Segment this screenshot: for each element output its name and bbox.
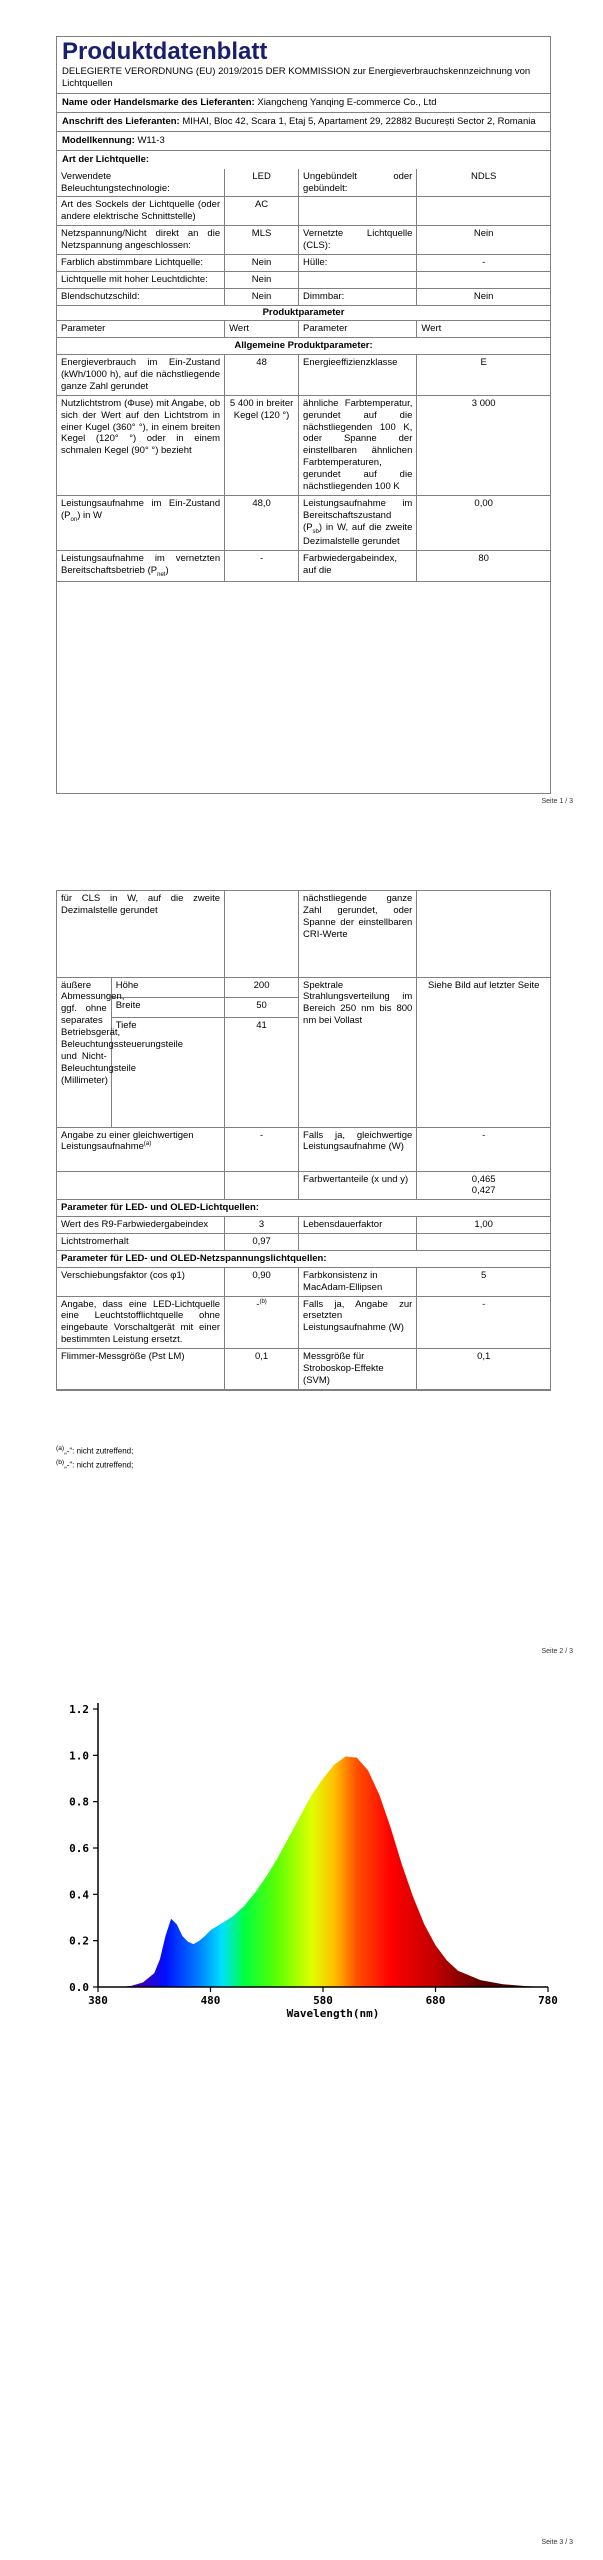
- stroboscopic-label: Messgröße für Stroboskop-Effekte (SVM): [299, 1349, 417, 1390]
- value-header: Wert: [417, 321, 550, 338]
- x-axis-label: Wavelength(nm): [286, 2007, 380, 2020]
- chromaticity-y: 0,427: [471, 1185, 496, 1197]
- y-tick-label: 0.4: [69, 1888, 89, 1902]
- param-label: Farbwiedergabeindex, auf die: [299, 550, 417, 581]
- dimension-label: Breite: [111, 997, 224, 1017]
- address-value: MIHAI, Bloc 42, Scara 1, Etaj 5, Apartament 29, 22882 București Sector 2, Romania: [182, 116, 536, 128]
- replacement-label: Angabe, dass eine LED-Lichtquelle eine Leuchtstofflichtquelle ohne eingebaute Vorschaltgerät mit einer bestimmten Leistung ersetzt.: [57, 1296, 225, 1349]
- params-table-continued: [57, 891, 550, 1390]
- param-value: NDLS: [417, 169, 550, 197]
- param-label: [299, 271, 417, 288]
- y-tick-label: 0.2: [69, 1934, 89, 1948]
- lifetime-label: Lebensdauerfaktor: [299, 1217, 417, 1234]
- table-row: [57, 495, 550, 550]
- address-row: [57, 113, 550, 132]
- footnote-b-text: „-“: nicht zutreffend;: [64, 1460, 134, 1470]
- equivalent-power-right-label: Falls ja, gleichwertige Leistungsaufnahme (W): [299, 1127, 417, 1171]
- page-3: [0, 1667, 603, 2560]
- table-row: [57, 271, 550, 288]
- y-tick-label: 1.0: [69, 1749, 89, 1763]
- param-value: Nein: [225, 254, 299, 271]
- page-number: Seite 2 / 3: [541, 1648, 573, 1655]
- equivalent-power-right-value: -: [417, 1127, 550, 1171]
- y-tick-label: 1.2: [69, 1703, 89, 1716]
- param-label: [299, 197, 417, 226]
- param-label: Energieeffizienzklasse: [299, 355, 417, 396]
- product-params-table: [57, 305, 550, 583]
- param-value: Nein: [225, 271, 299, 288]
- table-row: [57, 550, 550, 581]
- param-value: LED: [225, 169, 299, 197]
- table-row: [57, 395, 550, 495]
- light-source-type-heading: Art der Lichtquelle:: [62, 153, 150, 165]
- param-value: Nein: [225, 288, 299, 305]
- x-tick-label: 580: [313, 1994, 333, 2007]
- spectral-distribution-chart: [0, 1667, 603, 2047]
- param-value: [417, 891, 550, 977]
- param-value: E: [417, 355, 550, 396]
- address-label: Anschrift des Lieferanten:: [62, 116, 180, 128]
- param-value: AC: [225, 197, 299, 226]
- replacement-right-value: -: [417, 1296, 550, 1349]
- y-tick-label: 0.0: [69, 1981, 89, 1994]
- param-label: Energieverbrauch im Ein-Zustand (kWh/1000 h), auf die nächstliegende ganze Zahl gerundet: [57, 355, 225, 396]
- table-row: [57, 288, 550, 305]
- y-tick-label: 0.6: [69, 1842, 89, 1855]
- footnote-b-mark: (b): [56, 1458, 65, 1466]
- equivalent-power-label: [57, 1127, 225, 1171]
- spectral-label: Spektrale Strahlungsverteilung im Bereich 250 nm bis 800 nm bei Vollast: [299, 977, 417, 1127]
- y-tick-label: 0.8: [69, 1795, 89, 1809]
- empty-cell: [57, 1171, 225, 1200]
- param-label: nächstliegende ganze Zahl gerundet, oder Spanne der einstellbaren CRI-Werte: [299, 891, 417, 977]
- macadam-value: 5: [417, 1267, 550, 1296]
- replacement-value: [225, 1296, 299, 1349]
- page-title: Produktdatenblatt: [62, 38, 268, 65]
- page-1: [0, 0, 603, 814]
- empty-cell: [299, 1234, 417, 1251]
- param-value: 48: [225, 355, 299, 396]
- model-label: Modellkennung:: [62, 134, 135, 146]
- x-tick-label: 680: [425, 1994, 446, 2007]
- dimensions-label: äußere Abmessungen, ggf. ohne separates Betriebsgerät, Beleuchtungssteuerungsteile und Nicht-Beleuchtungsteile (Millimeter): [57, 977, 111, 1127]
- param-label: Nutzlichtstrom (Φuse) mit Angabe, ob sich der Wert auf den Lichtstrom in einer Kugel (360° °), in einem breiten Kegel (120° °) oder in einem schmalen Kegel (90° °) bezieht: [57, 395, 225, 495]
- chromaticity-label: Farbwertanteile (x und y): [299, 1171, 417, 1200]
- dimension-value: 41: [225, 1017, 299, 1127]
- param-value: -: [417, 254, 550, 271]
- footnotes: [56, 1444, 133, 1471]
- param-label: Hülle:: [299, 254, 417, 271]
- param-value: 0,00: [417, 495, 550, 550]
- param-label: Lichtquelle mit hoher Leuchtdichte:: [57, 271, 225, 288]
- light-source-type-table: [57, 169, 550, 306]
- param-value: Nein: [417, 226, 550, 255]
- dimension-value: 200: [225, 977, 299, 997]
- param-header: Parameter: [299, 321, 417, 338]
- empty-cell: [417, 1234, 550, 1251]
- param-label: ähnliche Farbtemperatur, gerundet auf die nächstliegenden 100 K, oder Spanne der einstellbaren ähnlichen Farbtemperaturen, gerundet auf die nächstliegenden 100 K: [299, 395, 417, 495]
- spectral-value: Siehe Bild auf letzter Seite: [417, 977, 550, 1127]
- dimension-label: Höhe: [111, 977, 224, 997]
- replacement-value-text: -: [256, 1298, 260, 1310]
- footnote-a: [56, 1444, 133, 1458]
- footnote-b: [56, 1458, 133, 1472]
- lumen-maintenance-value: 0,97: [225, 1234, 299, 1251]
- page-number: Seite 1 / 3: [541, 798, 573, 805]
- page-2: [0, 814, 603, 1667]
- footnote-a-text: „-“: nicht zutreffend;: [64, 1446, 134, 1456]
- model-row: [57, 132, 550, 151]
- param-label: für CLS in W, auf die zweite Dezimalstelle gerundet: [57, 891, 225, 977]
- footnote-ref-a: (a): [143, 1141, 152, 1148]
- param-value: Nein: [417, 288, 550, 305]
- r9-label: Wert des R9-Farbwiedergabeindex: [57, 1217, 225, 1234]
- param-value: 5 400 in breiter Kegel (120 °): [225, 395, 299, 495]
- dimension-label: Tiefe: [111, 1017, 224, 1127]
- lumen-maintenance-label: Lichtstromerhalt: [57, 1234, 225, 1251]
- footnote-a-mark: (a): [56, 1445, 65, 1452]
- r9-value: 3: [225, 1217, 299, 1234]
- cos-phi-label: Verschiebungsfaktor (cos φ1): [57, 1267, 225, 1296]
- param-label: Farblich abstimmbare Lichtquelle:: [57, 254, 225, 271]
- equivalent-power-value: -: [225, 1127, 299, 1171]
- table-row: [57, 169, 550, 197]
- param-label: Ungebündelt oder gebündelt:: [299, 169, 417, 197]
- footnote-ref-b: (b): [259, 1298, 267, 1305]
- param-label: Leistungsaufnahme im Ein-Zustand $(P_{on})$ in W: [57, 495, 225, 550]
- cos-phi-value: 0,90: [225, 1267, 299, 1296]
- table-row: [57, 197, 550, 226]
- value-header: Wert: [225, 321, 299, 338]
- dimension-value: 50: [225, 997, 299, 1017]
- supplier-value: Xiangcheng Yanqing E-commerce Co., Ltd: [257, 97, 437, 109]
- flicker-value: 0,1: [225, 1349, 299, 1390]
- param-value: [417, 271, 550, 288]
- flicker-label: Flimmer-Messgröße (Pst LM): [57, 1349, 225, 1390]
- lifetime-value: 1,00: [417, 1217, 550, 1234]
- param-label: Netzspannung/Nicht direkt an die Netzspannung angeschlossen:: [57, 226, 225, 255]
- param-value: 3 000: [417, 395, 550, 495]
- empty-cell: [225, 1171, 299, 1200]
- param-label: Blendschutzschild:: [57, 288, 225, 305]
- equivalent-power-text: Angabe zu einer gleichwertigen Leistungsaufnahme: [61, 1129, 194, 1153]
- x-tick-label: 380: [88, 1994, 108, 2007]
- replacement-right-label: Falls ja, Angabe zur ersetzten Leistungsaufnahme (W): [299, 1296, 417, 1349]
- chromaticity-x: 0,465: [471, 1173, 496, 1185]
- datasheet-frame: [56, 36, 551, 794]
- param-value: [417, 197, 550, 226]
- table-row: [57, 254, 550, 271]
- param-value: [225, 891, 299, 977]
- regulation-subtitle: DELEGIERTE VERORDNUNG (EU) 2019/2015 DER KOMMISSION zur Energieverbrauchskennzeichnung von Lichtquellen: [57, 66, 550, 94]
- param-label: Dimmbar:: [299, 288, 417, 305]
- param-value: MLS: [225, 226, 299, 255]
- param-label: Leistungsaufnahme im vernetzten Bereitschaftsbetrieb $(P_{net})$: [57, 550, 225, 581]
- x-tick-label: 480: [200, 1994, 221, 2007]
- stroboscopic-value: 0,1: [417, 1349, 550, 1390]
- supplier-label: Name oder Handelsmarke des Lieferanten:: [62, 97, 255, 109]
- param-label: Art des Sockels der Lichtquelle (oder andere elektrische Schnittstelle): [57, 197, 225, 226]
- param-label: Vernetzte Lichtquelle (CLS):: [299, 226, 417, 255]
- chromaticity-values: [417, 1171, 550, 1200]
- param-label: Verwendete Beleuchtungstechnologie:: [57, 169, 225, 197]
- product-params-heading: Produktparameter: [57, 305, 550, 321]
- macadam-label: Farbkonsistenz in MacAdam-Ellipsen: [299, 1267, 417, 1296]
- page-number: Seite 3 / 3: [541, 2539, 573, 2546]
- param-value: 48,0: [225, 495, 299, 550]
- mains-params-heading: Parameter für LED- und OLED-Netzspannungslichtquellen:: [57, 1250, 550, 1267]
- table-row: [57, 226, 550, 255]
- param-value: -: [225, 550, 299, 581]
- param-value: 80: [417, 550, 550, 581]
- led-params-heading: Parameter für LED- und OLED-Lichtquellen:: [57, 1200, 550, 1217]
- param-label: Leistungsaufnahme im Bereitschaftszustand $(P_{sb})$ in W, auf die zweite Dezimalstelle gerundet: [299, 495, 417, 550]
- general-params-heading: Allgemeine Produktparameter:: [57, 338, 550, 355]
- datasheet-frame-continued: [56, 890, 551, 1391]
- x-tick-label: 780: [538, 1994, 558, 2007]
- param-header: Parameter: [57, 321, 225, 338]
- table-row: [57, 355, 550, 396]
- spectrum-area: [98, 1757, 548, 1988]
- model-value: W11-3: [137, 134, 165, 146]
- supplier-row: [57, 94, 550, 113]
